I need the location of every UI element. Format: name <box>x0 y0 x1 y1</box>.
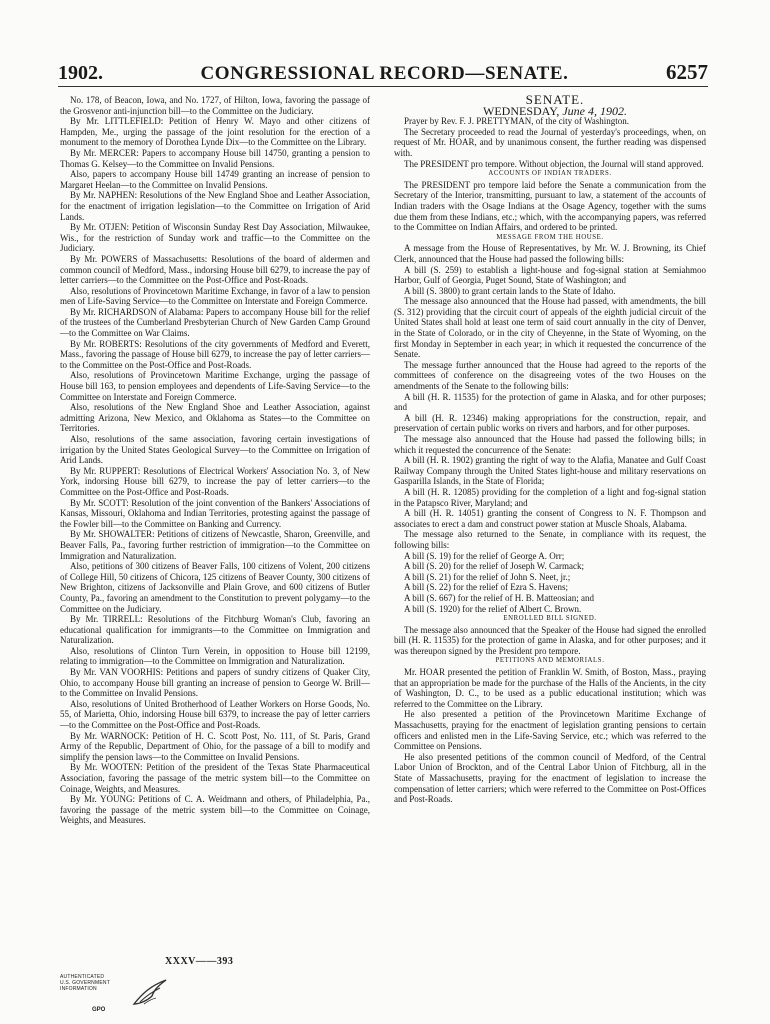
paragraph: A bill (S. 20) for the relief of Joseph W. Carmack; <box>404 561 584 572</box>
paragraph: Also, petitions of 300 citizens of Beaver Falls, 100 citizens of Volent, 200 citizens of College Hill, 50 citizens of Chicora, 125 citizens of Beaver County, 300 citizens of New Brighton, citizens of Jacksonville and Plain Grove, and 600 citizens of Butler County, Pa., favoring an amendment to the Constitution to prevent polygamy—to the Committee on the Judiciary. <box>60 561 370 614</box>
paragraph: He also presented a petition of the Provincetown Maritime Exchange of Massachusetts, praying for the enactment of legislation granting pensions to certain officers and enlisted men in the Life-Saving Service, etc.; which was referred to the Committee on Pensions. <box>394 709 706 752</box>
session-day: WEDNESDAY, <box>483 103 560 118</box>
paragraph: The PRESIDENT pro tempore. Without objection, the Journal will stand approved. <box>404 158 704 169</box>
gpo-wordmark: GPO <box>92 1007 106 1013</box>
paragraph: By Mr. ROBERTS: Resolutions of the city governments of Medford and Everett, Mass., favoring the passage of House bill 6279, to increase the pay of letter carriers—to the Committee on the Post-Office and Post-Roads. <box>60 338 370 370</box>
paragraph: Mr. HOAR presented the petition of Franklin W. Smith, of Boston, Mass., praying that an appropriation be made for the purchase of the Halls of the Ancients, in the city of Washington, D. C., to be used as a public educational institution; which was referred to the Committee on the Library. <box>394 667 706 709</box>
gpo-authentication-logo <box>60 974 170 1018</box>
paragraph: The Secretary proceeded to read the Journal of yesterday's proceedings, when, on request of Mr. HOAR, and by unanimous consent, the further reading was dispensed with. <box>394 126 706 158</box>
paragraph: A bill (S. 667) for the relief of H. B. Matteosian; and <box>404 592 594 603</box>
bill-list <box>394 551 706 615</box>
gpo-text-line-1: AUTHENTICATED <box>60 974 105 980</box>
page-header <box>58 60 708 86</box>
subhead-enrolled-bill: ENROLLED BILL SIGNED. <box>503 615 597 623</box>
paragraph: A bill (S. 1920) for the relief of Albert C. Brown. <box>404 603 582 614</box>
enrolled-paragraphs <box>394 625 706 657</box>
paragraph: Also, resolutions of United Brotherhood of Leather Workers on Horse Goods, No. 55, of Marietta, Ohio, indorsing House bill 6379, to increase the pay of letter carriers—to the Committee on the Post-Office and Post-Roads. <box>60 698 370 731</box>
paragraph: By Mr. YOUNG: Petitions of C. A. Weidmann and others, of Philadelphia, Pa., favoring the passage of the metric system bill—to the Committee on Coinage, Weights, and Measures. <box>60 794 370 826</box>
eagle-icon <box>130 974 170 1014</box>
subhead-message-house: MESSAGE FROM THE HOUSE. <box>496 233 604 241</box>
paragraph: A bill (H. R. 14051) granting the consent of Congress to N. F. Thompson and associates to erect a dam and construct power station at Muscle Shoals, Alabama. <box>394 508 706 529</box>
left-column <box>60 95 370 826</box>
paragraph: By Mr. WOOTEN: Petition of the president of the Texas State Pharmaceutical Association, favoring the passage of the metric system bill—to the Committee on Coinage, Weights, and Measures. <box>60 762 370 794</box>
paragraph: He also presented petitions of the common council of Medford, of the Central Labor Union of Brockton, and of the Central Labor Union of Fitchburg, all in the State of Massachusetts, praying for the enactment of legislation to increase the compensation of letter carriers; which were referred to the Committee on Post-Offices and Post-Roads. <box>394 751 706 805</box>
section-title: SENATE. <box>525 92 585 107</box>
paragraph: A bill (S. 21) for the relief of John S. Neet, jr.; <box>404 571 571 582</box>
paragraph: Also, papers to accompany House bill 14749 granting an increase of pension to Margaret Heelan—to the Committee on Invalid Pensions. <box>60 169 370 190</box>
paragraph: The message further announced that the House had agreed to the reports of the committees of conference on the disagreeing votes of the two Houses on the amendments of the Senate to the following bills: <box>394 359 706 392</box>
paragraph: By Mr. POWERS of Massachusetts: Resolutions of the board of aldermen and common council of Medford, Mass., indorsing House bill 6279, to increase the pay of letter carriers—to the Committee on the Post-Office and Post-Roads. <box>60 253 370 286</box>
paragraph: By Mr. RUPPERT: Resolutions of Electrical Workers' Association No. 3, of New York, indorsing House bill 6279, to increase the pay of letter carriers—to the Committee on the Post-Office and Post-Roads. <box>60 465 370 497</box>
paragraph: By Mr. OTJEN: Petition of Wisconsin Sunday Rest Day Association, Milwaukee, Wis., for the restriction of Sunday work and traffic—to the Committee on the Judiciary. <box>60 222 370 254</box>
gpo-text-line-2: U.S. GOVERNMENT <box>60 980 110 986</box>
paragraph: A bill (S. 22) for the relief of Ezra S. Havens; <box>404 582 568 593</box>
paragraph: No. 178, of Beacon, Iowa, and No. 1727, of Hilton, Iowa, favoring the passage of the Grosvenor anti-injunction bill—to the Committee on the Judiciary. <box>60 95 370 116</box>
subhead-petitions: PETITIONS AND MEMORIALS. <box>495 657 605 665</box>
paragraph: Also, resolutions of the New England Shoe and Leather Association, against admitting Arizona, New Mexico, and Oklahoma as States—to the Committee on Territories. <box>60 402 370 434</box>
paragraph: By Mr. TIRRELL: Resolutions of the Fitchburg Woman's Club, favoring an educational qualification for immigrants—to the Committee on Immigration and Naturalization. <box>60 614 370 646</box>
paragraph: Also, resolutions of the same association, favoring certain investigations of irrigation by the United States Geological Survey—to the Committee on Irrigation of Arid Lands. <box>60 434 370 466</box>
paragraph: Also, resolutions of Provincetown Maritime Exchange, in favor of a law to pension men of Life-Saving Service—to the Committee on Interstate and Foreign Commerce. <box>60 285 370 307</box>
paragraph: The PRESIDENT pro tempore laid before the Senate a communication from the Secretary of the Interior, transmitting, pursuant to law, a statement of the accounts of Indian traders with the Osage Indians at the Osage Agency, together with the sums due them from these Indians, etc.; which, with the accompanying papers, was referred to the Committee on Indian Affairs, and ordered to be printed. <box>394 179 706 233</box>
paragraph: The message also returned to the Senate, in compliance with its request, the following bills: <box>394 529 706 550</box>
paragraph: Also, resolutions of Provincetown Maritime Exchange, urging the passage of House bill 163, to pension employees and dependents of Life-Saving Service—to the Committee on Interstate and Foreign Commerce. <box>60 370 370 402</box>
paragraph: By Mr. MERCER: Papers to accompany House bill 14750, granting a pension to Thomas G. Kelsey—to the Committee on Invalid Pensions. <box>60 147 370 169</box>
paragraph: A bill (S. 259) to establish a light-house and fog-signal station at Semiahmoo Harbor, Gulf of Georgia, Puget Sound, State of Washington; and <box>394 264 706 286</box>
paragraph: By Mr. VAN VOORHIS: Petitions and papers of sundry citizens of Quaker City, Ohio, to accompany House bill granting an increase of pension to George W. Brill—to the Committee on Invalid Pensions. <box>60 667 370 699</box>
petitions-paragraphs <box>394 667 706 805</box>
indian-traders-paragraphs <box>394 180 706 233</box>
paragraph: A message from the House of Representatives, by Mr. W. J. Browning, its Chief Clerk, announced that the House had passed the following bills: <box>394 243 706 264</box>
header-rule <box>58 86 708 87</box>
paragraph: Prayer by Rev. F. J. PRETTYMAN, of the city of Washington. <box>404 116 630 127</box>
signature-mark: XXXV——393 <box>165 956 234 967</box>
header-page-number: 6257 <box>666 60 708 84</box>
message-paragraphs <box>394 243 706 550</box>
paragraph: The message also announced that the Speaker of the House had signed the enrolled bill (H. R. 11535) for the protection of game in Alaska, and for other purposes; and it was thereupon signed by the President pro tempore. <box>394 624 706 656</box>
header-year: 1902. <box>58 62 103 84</box>
paragraph: By Mr. SHOWALTER: Petitions of citizens of Newcastle, Sharon, Greenville, and Beaver Falls, Pa., favoring further restriction of immigration—to the Committee on Immigration and Naturalization. <box>60 529 370 561</box>
paragraph: A bill (S. 19) for the relief of George A. Orr; <box>404 550 565 561</box>
opening-paragraphs <box>394 116 706 169</box>
paragraph: A bill (H. R. 12085) providing for the completion of a light and fog-signal station in the Patapsco River, Maryland; and <box>394 486 706 508</box>
paragraph: A bill (H. R. 11535) for the protection of game in Alaska, and for other purposes; and <box>394 391 706 413</box>
paragraph: By Mr. NAPHEN: Resolutions of the New England Shoe and Leather Association, for the enactment of irrigation legislation—to the Committee on Irrigation of Arid Lands. <box>60 190 370 222</box>
paragraph: By Mr. WARNOCK: Petition of H. C. Scott Post, No. 111, of St. Paris, Grand Army of the Republic, Department of Ohio, for the passage of a bill to modify and simplify the pension laws—to the Committee on Invalid Pensions. <box>60 730 370 762</box>
gpo-text-line-3: INFORMATION <box>60 986 97 992</box>
subhead-indian-traders: ACCOUNTS OF INDIAN TRADERS. <box>488 170 612 178</box>
paragraph: The message also announced that the House had passed the following bills; in which it requested the concurrence of the Senate: <box>394 434 706 455</box>
paragraph: By Mr. SCOTT: Resolution of the joint convention of the Bankers' Associations of Kansas, Missouri, Oklahoma and Indian Territories, protesting against the passage of the Fowler bill—to the Committee on Banking and Currency. <box>60 497 370 529</box>
paragraph: A bill (H. R. 1902) granting the right of way to the Alafia, Manatee and Gulf Coast Railway Company through the United States light-house and military reservations on Gasparilla Islands, in the State of Florida; <box>394 455 706 487</box>
paragraph: By Mr. LITTLEFIELD: Petition of Henry W. Mayo and other citizens of Hampden, Me., urging the passage of the joint resolution for the erection of a monument to the memory of Dorothea Lynde Dix—to the Committee on the Library. <box>60 116 370 148</box>
session-date <box>394 103 706 118</box>
paragraph: Also, resolutions of Clinton Turn Verein, in opposition to House bill 12199, relating to immigration—to the Committee on Immigration and Naturalization. <box>60 645 370 667</box>
paragraph: A bill (S. 3800) to grant certain lands to the State of Idaho. <box>404 285 616 296</box>
header-title: CONGRESSIONAL RECORD—SENATE. <box>200 63 569 84</box>
session-date-text: June 4, 1902. <box>562 103 627 118</box>
right-column <box>394 92 706 805</box>
paragraph: By Mr. RICHARDSON of Alabama: Papers to accompany House bill for the relief of the trustees of the Cumberland Presbyterian Church of New Garden Camp Ground—to the Committee on War Claims. <box>60 306 370 339</box>
paragraph: A bill (H. R. 12346) making appropriations for the construction, repair, and preservation of certain public works on rivers and harbors, and for other purposes. <box>394 412 706 434</box>
paragraph: The message also announced that the House had passed, with amendments, the bill (S. 312) providing that the circuit court of appeals of the eighth judicial circuit of the United States shall hold at least one term of said court annually in the city of Denver, in the State of Colorado, or in the city of Cheyenne, in the State of Wyoming, on the first Monday in September in each year; in which it requested the concurrence of the Senate. <box>394 296 706 360</box>
